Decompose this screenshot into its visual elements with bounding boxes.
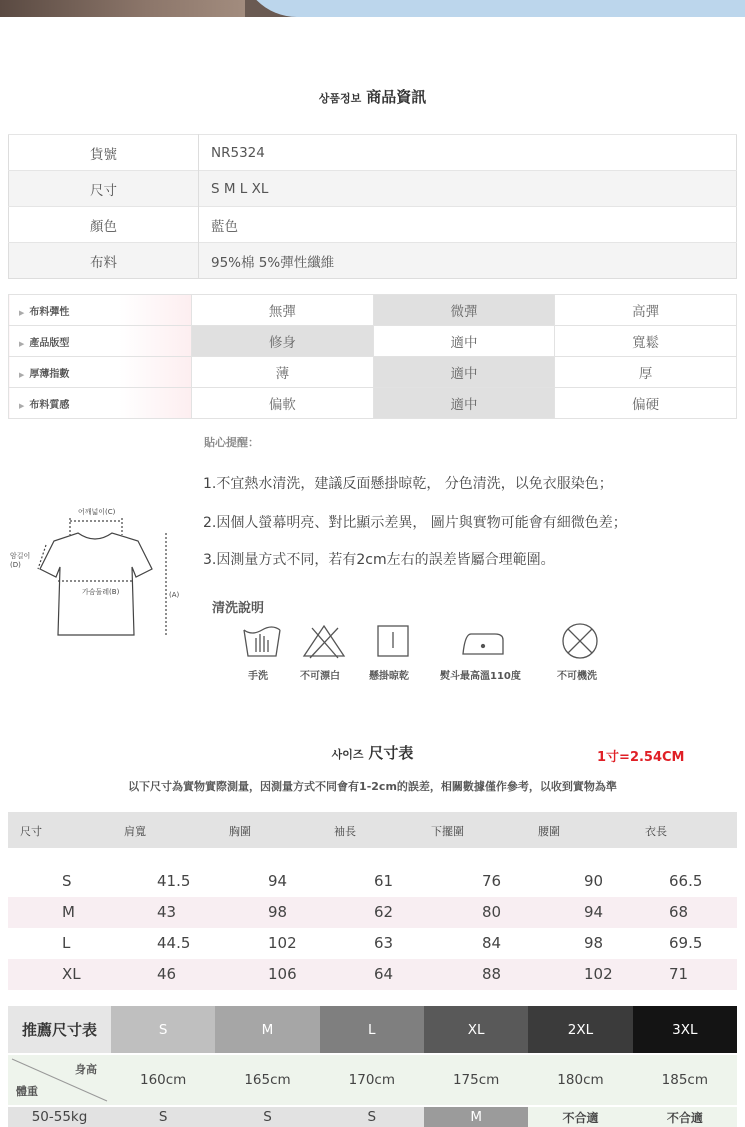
height-cell: 175cm — [424, 1054, 528, 1106]
size-chart-cell: M — [62, 903, 75, 921]
recommend-value-cell: 不合適 — [633, 1106, 737, 1127]
size-chart-header-cell: 腰圍 — [538, 825, 560, 838]
property-option: 偏硬 — [555, 388, 737, 419]
info-label: 貨號 — [9, 135, 199, 171]
property-row — [9, 295, 737, 326]
size-chart-cell: 88 — [482, 965, 502, 983]
size-chart-cell: 44.5 — [157, 934, 191, 952]
property-label-text: 厚薄指數 — [29, 368, 70, 380]
info-row — [9, 207, 737, 243]
size-chart-cell: 102 — [584, 965, 613, 983]
size-chart-cell: 84 — [482, 934, 502, 952]
size-chart-cell: 106 — [268, 965, 297, 983]
fabric-properties-table — [8, 294, 737, 419]
height-weight-corner — [8, 1054, 111, 1106]
property-option: 薄 — [192, 357, 374, 388]
triangle-icon: ▶ — [19, 401, 25, 410]
wash-label: 不可漂白 — [300, 671, 340, 682]
tip-item: 2.因個人螢幕明亮、對比顯示差異， 圖片與實物可能會有細微色差； — [203, 515, 627, 531]
height-cell: 160cm — [111, 1054, 215, 1106]
info-row — [9, 171, 737, 207]
size-chart-header-cell: 肩寬 — [124, 825, 146, 838]
size-chart-header-cell: 胸圍 — [229, 825, 251, 838]
recommend-value-cell: S — [111, 1106, 215, 1127]
triangle-icon: ▶ — [19, 339, 25, 348]
property-label — [9, 326, 192, 357]
size-chart-cell: 98 — [268, 903, 288, 921]
diagram-label-chest: 가슴둘레(B) — [82, 588, 120, 596]
property-option: 高彈 — [555, 295, 737, 326]
property-row — [9, 357, 737, 388]
size-chart-cell: 63 — [374, 934, 394, 952]
property-option: 適中 — [373, 388, 555, 419]
property-label — [9, 357, 192, 388]
wash-label: 手洗 — [248, 671, 268, 682]
size-chart-cell: 90 — [584, 872, 604, 890]
size-chart-cell: 76 — [482, 872, 502, 890]
size-chart-cell: 66.5 — [669, 872, 703, 890]
product-info-title-ko: 상품정보 — [318, 92, 362, 105]
size-chart-cell: L — [62, 934, 71, 952]
tip-item: 3.因測量方式不同，若有2cm左右的誤差皆屬合理範圍。 — [203, 552, 555, 568]
tip-item: 1.不宜熱水清洗，建議反面懸掛晾乾， 分色清洗，以免衣服染色； — [203, 476, 613, 492]
size-chart-cell: 62 — [374, 903, 394, 921]
hang-dry-icon — [362, 622, 422, 660]
weight-row — [8, 1106, 737, 1127]
recommend-value-cell: M — [424, 1106, 528, 1127]
size-chart-header — [8, 812, 737, 848]
size-chart-header-cell: 尺寸 — [20, 825, 42, 838]
product-photo-strip — [0, 0, 745, 17]
property-row — [9, 388, 737, 419]
property-option: 寬鬆 — [555, 326, 737, 357]
wash-label: 懸掛晾乾 — [369, 671, 409, 682]
property-label-text: 產品版型 — [29, 337, 70, 349]
height-cell: 180cm — [528, 1054, 632, 1106]
recommend-value-cell: S — [215, 1106, 319, 1127]
wash-label: 不可機洗 — [557, 671, 597, 682]
info-value: S M L XL — [199, 171, 737, 207]
triangle-icon: ▶ — [19, 308, 25, 317]
recommend-size-cell: XL — [424, 1006, 528, 1054]
property-option: 微彈 — [373, 295, 555, 326]
recommend-size-cell: L — [320, 1006, 424, 1054]
size-chart-cell: 41.5 — [157, 872, 191, 890]
no-bleach-icon — [294, 622, 354, 660]
size-chart-header-cell: 衣長 — [645, 825, 667, 838]
property-option: 無彈 — [192, 295, 374, 326]
size-chart-cell: 98 — [584, 934, 604, 952]
diagram-label-sleeve: 암길이 (D) — [10, 552, 31, 569]
size-chart-cell: 61 — [374, 872, 394, 890]
tshirt-icon — [10, 505, 185, 655]
wash-label: 熨斗最高溫110度 — [440, 671, 521, 682]
size-chart-title-ko: 사이즈 — [331, 748, 364, 761]
size-chart-cell: 69.5 — [669, 934, 703, 952]
tshirt-measurement-diagram — [10, 505, 185, 655]
info-value: NR5324 — [199, 135, 737, 171]
size-chart-row — [8, 959, 737, 990]
iron-110-icon — [451, 622, 511, 660]
diagram-label-length: (A) — [169, 591, 180, 599]
property-option: 偏軟 — [192, 388, 374, 419]
recommend-value-cell: 不合適 — [528, 1106, 632, 1127]
property-label — [9, 388, 192, 419]
property-label-text: 布料彈性 — [29, 306, 70, 318]
info-row — [9, 135, 737, 171]
recommend-size-cell: 2XL — [528, 1006, 632, 1054]
height-cell: 185cm — [633, 1054, 737, 1106]
property-option: 修身 — [192, 326, 374, 357]
wash-heading: 清洗說明 — [212, 601, 265, 616]
info-label: 布料 — [9, 243, 199, 279]
property-label-text: 布料質感 — [29, 399, 70, 411]
size-chart-cell: 102 — [268, 934, 297, 952]
recommended-size-table — [8, 1006, 737, 1127]
size-chart-cell: 80 — [482, 903, 502, 921]
corner-height-label: 身高 — [75, 1063, 97, 1076]
info-value: 95%棉 5%彈性纖維 — [199, 243, 737, 279]
hand-wash-icon — [232, 622, 292, 660]
product-info-title-zh: 商品資訊 — [366, 88, 427, 106]
recommend-value-cell: S — [320, 1106, 424, 1127]
product-info-title — [0, 86, 745, 107]
recommend-size-cell: S — [111, 1006, 215, 1054]
triangle-icon: ▶ — [19, 370, 25, 379]
recommend-size-cell: 3XL — [633, 1006, 737, 1054]
size-chart-header-cell: 袖長 — [334, 825, 356, 838]
size-chart-cell: 64 — [374, 965, 394, 983]
info-row — [9, 243, 737, 279]
size-chart-cell: 43 — [157, 903, 177, 921]
property-label — [9, 295, 192, 326]
size-chart-cell: S — [62, 872, 72, 890]
recommend-title: 推薦尺寸表 — [8, 1006, 111, 1054]
size-chart-title-zh: 尺寸表 — [368, 744, 414, 762]
property-option: 厚 — [555, 357, 737, 388]
recommend-size-cell: M — [215, 1006, 319, 1054]
height-cell: 165cm — [215, 1054, 319, 1106]
size-chart-header-cell: 下擺圍 — [431, 825, 464, 838]
size-chart-row — [8, 866, 737, 897]
size-chart-row — [8, 928, 737, 959]
tips-heading: 貼心提醒： — [204, 436, 259, 449]
size-chart-cell: 46 — [157, 965, 177, 983]
diagram-label-shoulder: 어깨넓이(C) — [78, 508, 116, 516]
recommended-size-header-row — [8, 1006, 737, 1054]
size-chart-cell: 94 — [584, 903, 604, 921]
property-option: 適中 — [373, 326, 555, 357]
weight-cell: 50-55kg — [8, 1106, 111, 1127]
property-option: 適中 — [373, 357, 555, 388]
height-row — [8, 1054, 737, 1106]
size-chart-cell: 71 — [669, 965, 689, 983]
height-cell: 170cm — [320, 1054, 424, 1106]
info-value: 藍色 — [199, 207, 737, 243]
info-label: 尺寸 — [9, 171, 199, 207]
size-chart-row — [8, 897, 737, 928]
inch-conversion-note: 1寸=2.54CM — [597, 750, 685, 765]
info-label: 顏色 — [9, 207, 199, 243]
no-machine-wash-icon — [550, 622, 610, 660]
corner-weight-label: 體重 — [16, 1085, 38, 1098]
measurement-note: 以下尺寸為實物實際測量，因測量方式不同會有1-2cm的誤差，相關數據僅作參考，以收到實物為準 — [128, 780, 617, 793]
size-chart-cell: 94 — [268, 872, 288, 890]
product-info-table — [8, 134, 737, 279]
size-chart-cell: XL — [62, 965, 81, 983]
size-chart-cell: 68 — [669, 903, 689, 921]
property-row — [9, 326, 737, 357]
